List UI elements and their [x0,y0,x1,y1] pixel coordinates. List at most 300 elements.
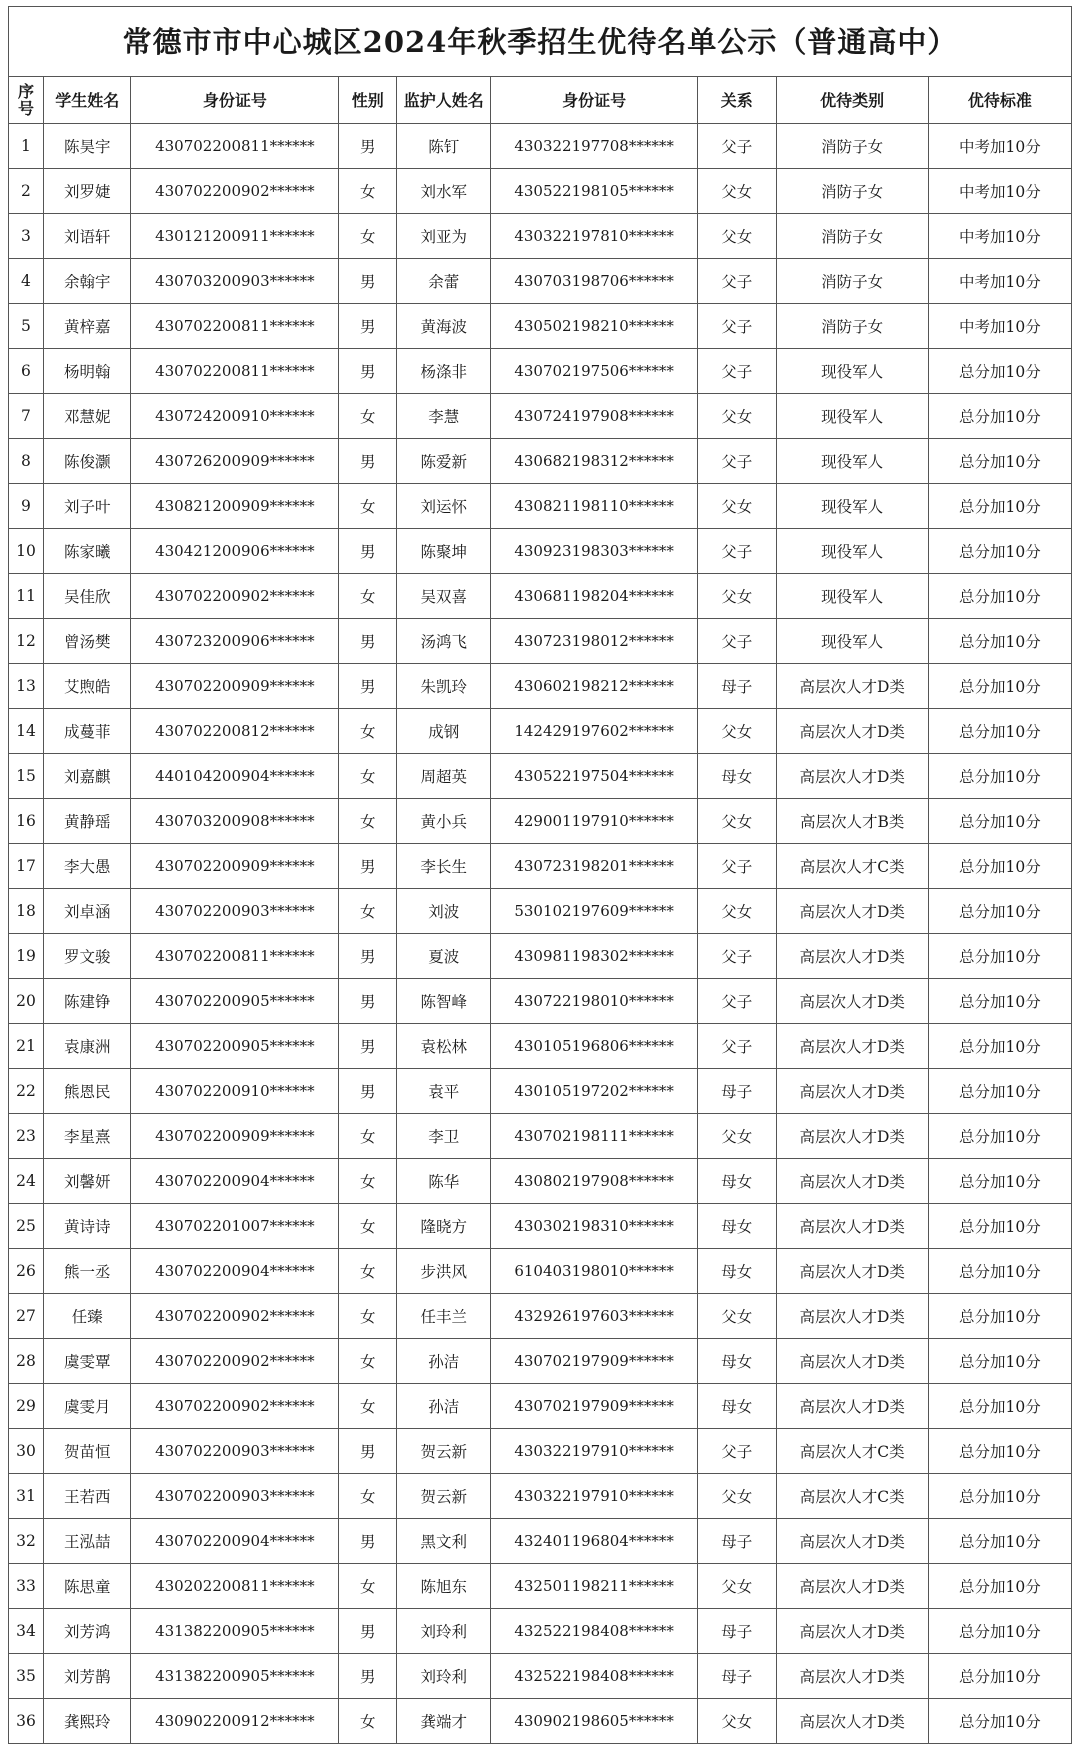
cell-relation: 父女 [697,1114,776,1159]
cell-seq: 18 [9,889,44,934]
table-row [9,1564,1072,1609]
cell-student-id: 431382200905****** [131,1609,339,1654]
cell-student-id: 430702200811****** [131,934,339,979]
cell-gender: 女 [339,889,397,934]
cell-student-id: 431382200905****** [131,1654,339,1699]
cell-standard: 总分加10分 [928,979,1071,1024]
cell-guardian-name: 陈智峰 [397,979,491,1024]
table-row [9,214,1072,259]
cell-seq: 28 [9,1339,44,1384]
cell-relation: 父女 [697,169,776,214]
cell-standard: 总分加10分 [928,1564,1071,1609]
cell-gender: 男 [339,349,397,394]
cell-seq: 3 [9,214,44,259]
cell-guardian-name: 李卫 [397,1114,491,1159]
cell-student-id: 430702200902****** [131,169,339,214]
cell-standard: 总分加10分 [928,1474,1071,1519]
table-row [9,1339,1072,1384]
cell-category: 高层次人才C类 [776,1429,928,1474]
cell-standard: 总分加10分 [928,934,1071,979]
cell-standard: 总分加10分 [928,394,1071,439]
cell-standard: 总分加10分 [928,799,1071,844]
cell-relation: 母女 [697,1384,776,1429]
cell-guardian-id: 430105196806****** [491,1024,698,1069]
cell-standard: 总分加10分 [928,484,1071,529]
cell-standard: 总分加10分 [928,709,1071,754]
cell-student-id: 430702200811****** [131,349,339,394]
cell-seq: 35 [9,1654,44,1699]
table-row [9,394,1072,439]
cell-guardian-id: 430522197504****** [491,754,698,799]
cell-category: 高层次人才D类 [776,709,928,754]
cell-student-name: 陈俊灏 [43,439,130,484]
roster-sheet [8,6,1072,1744]
cell-student-name: 贺苗恒 [43,1429,130,1474]
cell-seq: 9 [9,484,44,529]
cell-student-id: 430726200909****** [131,439,339,484]
cell-guardian-id: 430322197910****** [491,1474,698,1519]
cell-guardian-name: 李慧 [397,394,491,439]
table-row [9,1609,1072,1654]
cell-guardian-id: 430702197909****** [491,1384,698,1429]
cell-category: 高层次人才D类 [776,754,928,799]
cell-student-id: 430702200902****** [131,1339,339,1384]
cell-student-name: 余翰宇 [43,259,130,304]
cell-gender: 女 [339,1699,397,1744]
table-row [9,1519,1072,1564]
cell-guardian-id: 610403198010****** [491,1249,698,1294]
cell-guardian-name: 陈旭东 [397,1564,491,1609]
cell-category: 高层次人才D类 [776,934,928,979]
cell-gender: 女 [339,1474,397,1519]
cell-seq: 7 [9,394,44,439]
cell-gender: 女 [339,1294,397,1339]
table-row [9,1429,1072,1474]
cell-standard: 总分加10分 [928,1024,1071,1069]
cell-standard: 总分加10分 [928,1609,1071,1654]
cell-guardian-id: 430322197810****** [491,214,698,259]
cell-relation: 父子 [697,1024,776,1069]
cell-student-id: 430702200905****** [131,979,339,1024]
cell-standard: 总分加10分 [928,1699,1071,1744]
cell-student-id: 430703200903****** [131,259,339,304]
cell-category: 现役军人 [776,484,928,529]
cell-gender: 男 [339,1024,397,1069]
header-row [9,77,1072,124]
cell-standard: 总分加10分 [928,889,1071,934]
cell-guardian-name: 刘运怀 [397,484,491,529]
cell-relation: 母女 [697,1249,776,1294]
cell-guardian-name: 成钢 [397,709,491,754]
cell-gender: 男 [339,664,397,709]
cell-guardian-id: 430821198110****** [491,484,698,529]
cell-category: 高层次人才D类 [776,664,928,709]
cell-guardian-name: 袁平 [397,1069,491,1114]
cell-seq: 14 [9,709,44,754]
cell-standard: 总分加10分 [928,529,1071,574]
cell-standard: 总分加10分 [928,1069,1071,1114]
cell-guardian-name: 黑文利 [397,1519,491,1564]
cell-student-name: 熊一丞 [43,1249,130,1294]
cell-guardian-id: 430682198312****** [491,439,698,484]
header-guardian-id: 身份证号 [491,77,698,124]
table-row [9,1024,1072,1069]
cell-guardian-name: 刘玲利 [397,1654,491,1699]
cell-category: 高层次人才D类 [776,1609,928,1654]
table-row [9,1114,1072,1159]
table-row [9,1249,1072,1294]
cell-standard: 总分加10分 [928,574,1071,619]
table-row [9,349,1072,394]
cell-standard: 总分加10分 [928,349,1071,394]
cell-student-name: 龚熙玲 [43,1699,130,1744]
table-row [9,304,1072,349]
cell-gender: 男 [339,619,397,664]
cell-category: 高层次人才D类 [776,1114,928,1159]
table-row [9,1069,1072,1114]
cell-standard: 总分加10分 [928,1384,1071,1429]
cell-seq: 4 [9,259,44,304]
cell-student-name: 陈建铮 [43,979,130,1024]
cell-seq: 2 [9,169,44,214]
cell-seq: 33 [9,1564,44,1609]
cell-guardian-id: 430724197908****** [491,394,698,439]
cell-student-name: 刘罗婕 [43,169,130,214]
cell-guardian-id: 432401196804****** [491,1519,698,1564]
table-row [9,574,1072,619]
cell-relation: 父子 [697,979,776,1024]
cell-relation: 母女 [697,1339,776,1384]
cell-relation: 父女 [697,484,776,529]
cell-gender: 女 [339,754,397,799]
cell-guardian-name: 杨涤非 [397,349,491,394]
cell-guardian-name: 龚端才 [397,1699,491,1744]
cell-category: 现役军人 [776,529,928,574]
cell-guardian-id: 430802197908****** [491,1159,698,1204]
cell-relation: 父女 [697,1699,776,1744]
cell-student-id: 430702200903****** [131,1474,339,1519]
cell-guardian-name: 陈聚坤 [397,529,491,574]
cell-category: 高层次人才D类 [776,1654,928,1699]
cell-student-id: 430702201007****** [131,1204,339,1249]
cell-category: 高层次人才D类 [776,1564,928,1609]
cell-gender: 男 [339,529,397,574]
cell-category: 高层次人才D类 [776,979,928,1024]
cell-gender: 男 [339,1609,397,1654]
cell-seq: 26 [9,1249,44,1294]
cell-standard: 总分加10分 [928,1159,1071,1204]
cell-seq: 30 [9,1429,44,1474]
cell-gender: 男 [339,259,397,304]
cell-gender: 女 [339,1114,397,1159]
cell-category: 现役军人 [776,439,928,484]
cell-student-id: 430702200902****** [131,1294,339,1339]
cell-gender: 女 [339,1564,397,1609]
cell-student-name: 罗文骏 [43,934,130,979]
cell-student-name: 熊恩民 [43,1069,130,1114]
table-row [9,619,1072,664]
cell-guardian-id: 430602198212****** [491,664,698,709]
table-row [9,889,1072,934]
cell-category: 现役军人 [776,349,928,394]
cell-student-name: 刘馨妍 [43,1159,130,1204]
cell-student-id: 430902200912****** [131,1699,339,1744]
header-student-name: 学生姓名 [43,77,130,124]
cell-student-id: 430702200904****** [131,1519,339,1564]
cell-relation: 父子 [697,934,776,979]
cell-student-id: 430702200903****** [131,1429,339,1474]
cell-guardian-id: 430923198303****** [491,529,698,574]
cell-guardian-id: 430702197909****** [491,1339,698,1384]
cell-student-name: 陈昊宇 [43,124,130,169]
cell-guardian-id: 429001197910****** [491,799,698,844]
header-gender: 性别 [339,77,397,124]
cell-student-name: 刘子叶 [43,484,130,529]
cell-relation: 父女 [697,799,776,844]
cell-guardian-id: 430723198201****** [491,844,698,889]
cell-guardian-name: 陈钉 [397,124,491,169]
cell-student-id: 430702200902****** [131,1384,339,1429]
cell-relation: 母子 [697,1069,776,1114]
cell-student-name: 李大愚 [43,844,130,889]
cell-relation: 父子 [697,349,776,394]
cell-seq: 31 [9,1474,44,1519]
cell-student-id: 430703200908****** [131,799,339,844]
cell-gender: 女 [339,1159,397,1204]
cell-guardian-id: 430322197910****** [491,1429,698,1474]
cell-guardian-id: 430502198210****** [491,304,698,349]
cell-category: 高层次人才B类 [776,799,928,844]
cell-gender: 男 [339,1519,397,1564]
cell-gender: 女 [339,169,397,214]
cell-student-name: 刘语轩 [43,214,130,259]
cell-relation: 父女 [697,214,776,259]
table-row [9,799,1072,844]
cell-student-name: 任臻 [43,1294,130,1339]
cell-student-id: 440104200904****** [131,754,339,799]
header-relation: 关系 [697,77,776,124]
cell-guardian-name: 吴双喜 [397,574,491,619]
table-row [9,529,1072,574]
cell-student-id: 430702200905****** [131,1024,339,1069]
cell-seq: 10 [9,529,44,574]
cell-relation: 父女 [697,1564,776,1609]
cell-seq: 34 [9,1609,44,1654]
cell-guardian-id: 432501198211****** [491,1564,698,1609]
cell-guardian-name: 刘波 [397,889,491,934]
table-row [9,1159,1072,1204]
table-row [9,1204,1072,1249]
cell-student-id: 430121200911****** [131,214,339,259]
cell-standard: 总分加10分 [928,439,1071,484]
cell-gender: 男 [339,439,397,484]
cell-relation: 父子 [697,304,776,349]
cell-student-name: 虞雯月 [43,1384,130,1429]
cell-category: 高层次人才D类 [776,1249,928,1294]
cell-relation: 父子 [697,844,776,889]
cell-guardian-id: 430105197202****** [491,1069,698,1114]
cell-guardian-id: 430322197708****** [491,124,698,169]
cell-standard: 总分加10分 [928,1249,1071,1294]
cell-seq: 32 [9,1519,44,1564]
cell-guardian-name: 贺云新 [397,1429,491,1474]
cell-category: 高层次人才D类 [776,1159,928,1204]
cell-student-id: 430821200909****** [131,484,339,529]
cell-relation: 母女 [697,754,776,799]
cell-relation: 父子 [697,1429,776,1474]
cell-student-name: 李星熹 [43,1114,130,1159]
cell-guardian-name: 李长生 [397,844,491,889]
cell-guardian-name: 黄小兵 [397,799,491,844]
cell-student-id: 430702200904****** [131,1249,339,1294]
cell-guardian-id: 432926197603****** [491,1294,698,1339]
table-row [9,709,1072,754]
cell-standard: 总分加10分 [928,1294,1071,1339]
table-row [9,934,1072,979]
cell-gender: 女 [339,214,397,259]
cell-seq: 12 [9,619,44,664]
cell-guardian-id: 430702197506****** [491,349,698,394]
cell-student-id: 430702200909****** [131,844,339,889]
cell-student-id: 430724200910****** [131,394,339,439]
cell-guardian-name: 孙洁 [397,1339,491,1384]
cell-seq: 15 [9,754,44,799]
cell-category: 高层次人才D类 [776,1069,928,1114]
header-student-id: 身份证号 [131,77,339,124]
cell-seq: 36 [9,1699,44,1744]
cell-student-id: 430702200811****** [131,124,339,169]
cell-standard: 总分加10分 [928,1114,1071,1159]
cell-gender: 男 [339,844,397,889]
cell-student-id: 430702200910****** [131,1069,339,1114]
cell-standard: 总分加10分 [928,1204,1071,1249]
cell-relation: 父子 [697,439,776,484]
cell-relation: 父子 [697,619,776,664]
table-body [9,124,1072,1744]
cell-guardian-name: 周超英 [397,754,491,799]
cell-guardian-id: 432522198408****** [491,1609,698,1654]
cell-student-name: 吴佳欣 [43,574,130,619]
cell-guardian-id: 430902198605****** [491,1699,698,1744]
cell-guardian-id: 430702198111****** [491,1114,698,1159]
cell-guardian-name: 黄海波 [397,304,491,349]
cell-relation: 母女 [697,1204,776,1249]
cell-guardian-name: 陈爱新 [397,439,491,484]
cell-guardian-name: 汤鸿飞 [397,619,491,664]
cell-guardian-id: 430722198010****** [491,979,698,1024]
cell-seq: 19 [9,934,44,979]
cell-standard: 总分加10分 [928,1429,1071,1474]
cell-seq: 22 [9,1069,44,1114]
cell-relation: 父女 [697,889,776,934]
cell-relation: 父子 [697,124,776,169]
table-row [9,1384,1072,1429]
table-row [9,484,1072,529]
cell-category: 消防子女 [776,304,928,349]
cell-guardian-id: 432522198408****** [491,1654,698,1699]
cell-seq: 17 [9,844,44,889]
cell-standard: 总分加10分 [928,619,1071,664]
cell-student-id: 430421200906****** [131,529,339,574]
preferential-list-table [8,76,1072,1744]
cell-relation: 母女 [697,1159,776,1204]
cell-guardian-id: 530102197609****** [491,889,698,934]
cell-guardian-id: 430723198012****** [491,619,698,664]
cell-relation: 母子 [697,1519,776,1564]
cell-relation: 父女 [697,1474,776,1519]
cell-student-id: 430702200812****** [131,709,339,754]
cell-guardian-name: 余蕾 [397,259,491,304]
cell-student-name: 艾煦皓 [43,664,130,709]
cell-relation: 母子 [697,664,776,709]
cell-relation: 父女 [697,709,776,754]
cell-seq: 13 [9,664,44,709]
cell-student-name: 黄诗诗 [43,1204,130,1249]
cell-guardian-id: 430522198105****** [491,169,698,214]
cell-student-id: 430702200903****** [131,889,339,934]
cell-student-name: 王若西 [43,1474,130,1519]
cell-gender: 男 [339,934,397,979]
cell-gender: 女 [339,1339,397,1384]
cell-relation: 父女 [697,394,776,439]
cell-student-name: 杨明翰 [43,349,130,394]
cell-standard: 总分加10分 [928,1339,1071,1384]
cell-guardian-id: 430703198706****** [491,259,698,304]
cell-student-id: 430723200906****** [131,619,339,664]
cell-seq: 11 [9,574,44,619]
cell-seq: 24 [9,1159,44,1204]
cell-guardian-name: 袁松林 [397,1024,491,1069]
cell-category: 高层次人才D类 [776,1339,928,1384]
cell-student-id: 430702200902****** [131,574,339,619]
cell-student-name: 刘芳鹊 [43,1654,130,1699]
cell-category: 高层次人才C类 [776,1474,928,1519]
cell-student-name: 陈家曦 [43,529,130,574]
cell-standard: 中考加10分 [928,304,1071,349]
cell-standard: 总分加10分 [928,844,1071,889]
cell-category: 高层次人才D类 [776,1384,928,1429]
cell-student-name: 黄梓嘉 [43,304,130,349]
cell-gender: 女 [339,1384,397,1429]
table-row [9,754,1072,799]
table-row [9,1294,1072,1339]
cell-category: 消防子女 [776,214,928,259]
cell-seq: 5 [9,304,44,349]
cell-standard: 中考加10分 [928,259,1071,304]
table-row [9,124,1072,169]
header-guardian-name: 监护人姓名 [397,77,491,124]
cell-relation: 父子 [697,259,776,304]
cell-student-name: 陈思童 [43,1564,130,1609]
header-seq: 序 号 [9,77,44,124]
cell-student-id: 430202200811****** [131,1564,339,1609]
cell-category: 高层次人才D类 [776,1699,928,1744]
cell-category: 消防子女 [776,169,928,214]
cell-gender: 女 [339,574,397,619]
cell-relation: 母子 [697,1609,776,1654]
cell-category: 消防子女 [776,124,928,169]
cell-category: 高层次人才D类 [776,1024,928,1069]
cell-guardian-name: 陈华 [397,1159,491,1204]
table-row [9,979,1072,1024]
cell-category: 现役军人 [776,619,928,664]
cell-seq: 16 [9,799,44,844]
cell-gender: 男 [339,979,397,1024]
cell-guardian-id: 142429197602****** [491,709,698,754]
cell-seq: 25 [9,1204,44,1249]
cell-student-name: 成蔓菲 [43,709,130,754]
cell-gender: 女 [339,709,397,754]
